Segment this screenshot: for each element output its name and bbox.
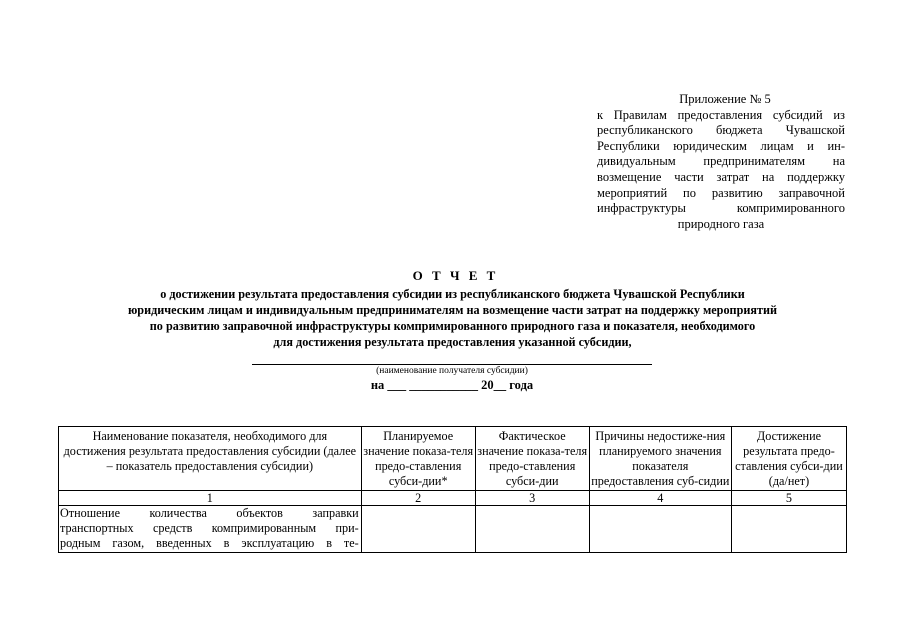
appendix-block	[597, 92, 845, 232]
column-number: 3	[475, 491, 589, 506]
appendix-line: инфраструктуры компримированного	[597, 201, 845, 216]
header-achievement: Достижение результата предо-ставления субси-дии (да/нет)	[731, 427, 846, 491]
appendix-line: мероприятий по развитию заправочной	[597, 185, 845, 200]
planned-value-cell[interactable]	[361, 506, 475, 553]
appendix-line: возмещение части затрат на поддержку	[597, 169, 845, 184]
appendix-line: республиканского бюджета Чувашской	[597, 123, 845, 138]
report-subtitle-line: по развитию заправочной инфраструктуры компримированного природного газа и показателя, необходимого	[149, 319, 756, 333]
appendix-line: Республики юридическим лицам и ин-	[597, 138, 845, 153]
recipient-caption: (наименование получателя субсидии)	[376, 366, 528, 376]
column-number: 2	[361, 491, 475, 506]
report-subtitle	[0, 286, 905, 350]
report-title: О Т Ч Е Т	[412, 268, 499, 283]
column-number-row	[59, 491, 847, 506]
report-subtitle-line: юридическим лицам и индивидуальным предпринимателям на возмещение части затрат на поддержку мероприятий	[127, 303, 777, 317]
actual-value-cell[interactable]	[475, 506, 589, 553]
recipient-name-field[interactable]	[252, 364, 652, 365]
report-period: на ___ ___________ 20__ года	[370, 378, 534, 392]
appendix-line: к Правилам предоставления субсидий из	[597, 107, 845, 122]
header-reasons: Причины недостиже-ния планируемого значения показателя предоставления суб-сидии	[589, 427, 731, 491]
table-row	[59, 506, 847, 553]
indicator-name-line: Отношение количества объектов заправки	[60, 506, 359, 520]
report-table	[58, 426, 847, 553]
indicator-name-line: родным газом, введенных в эксплуатацию в те-	[60, 536, 359, 550]
column-number: 1	[59, 491, 362, 506]
column-number: 4	[589, 491, 731, 506]
report-subtitle-line: о достижении результата предоставления субсидии из республиканского бюджета Чувашской Республики	[160, 287, 745, 301]
header-actual-value: Фактическое значение показа-теля предо-ставления субси-дии	[475, 427, 589, 491]
appendix-title: Приложение № 5	[679, 92, 771, 106]
header-planned-value: Планируемое значение показа-теля предо-ставления субси-дии*	[361, 427, 475, 491]
achievement-cell[interactable]	[731, 506, 846, 553]
column-number: 5	[731, 491, 846, 506]
report-subtitle-line: для достижения результата предоставления указанной субсидии,	[273, 335, 632, 349]
appendix-line: природного газа	[677, 216, 765, 231]
header-indicator-name: Наименование показателя, необходимого для достижения результата предоставления субсидии (далее – показатель предоставления субсидии)	[59, 427, 362, 491]
reasons-cell[interactable]	[589, 506, 731, 553]
table-header-row	[59, 427, 847, 491]
appendix-line: дивидуальным предпринимателям на	[597, 154, 845, 169]
indicator-name-line: транспортных средств компримированным при-	[60, 521, 359, 535]
indicator-name-cell	[59, 506, 362, 553]
